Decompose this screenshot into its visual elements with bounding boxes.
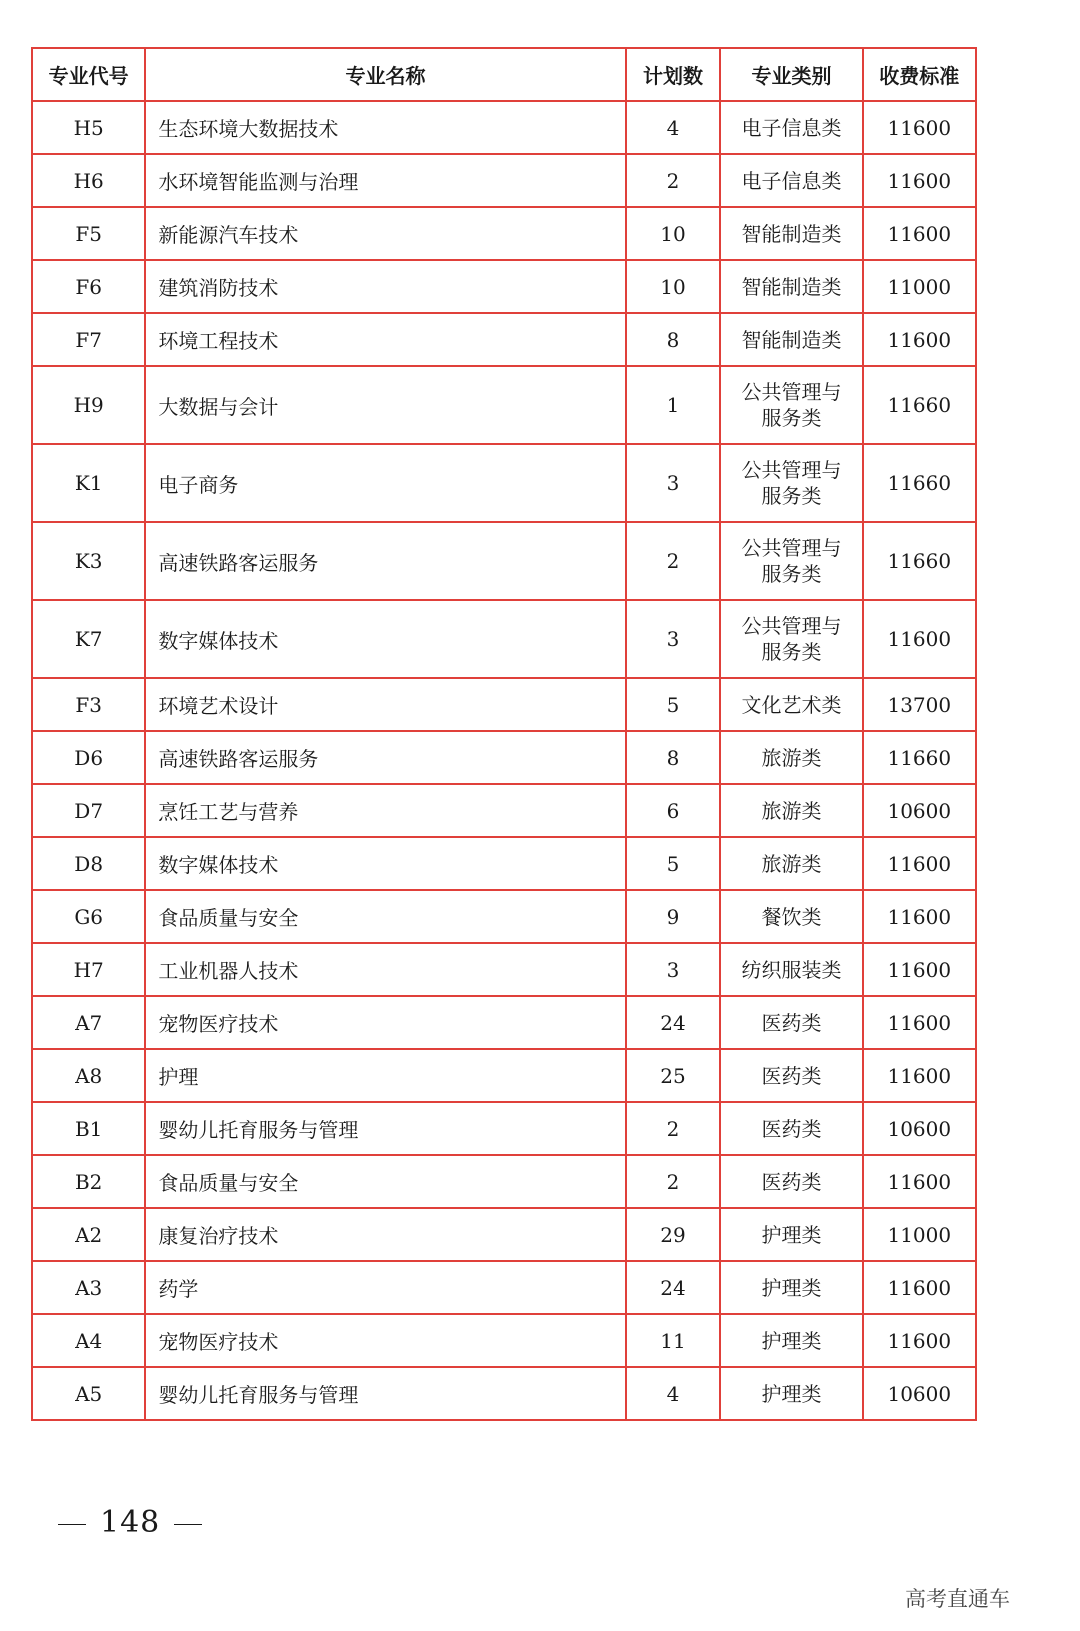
cell-count: 24 [626, 1261, 721, 1314]
table-row [32, 522, 976, 600]
cell-count: 4 [626, 101, 721, 154]
cell-name: 食品质量与安全 [145, 890, 625, 943]
cell-category: 护理类 [720, 1208, 862, 1261]
cell-code: H6 [32, 154, 145, 207]
cell-name: 大数据与会计 [145, 366, 625, 444]
cell-name: 护理 [145, 1049, 625, 1102]
cell-name: 高速铁路客运服务 [145, 522, 625, 600]
cell-name: 建筑消防技术 [145, 260, 625, 313]
cell-code: D7 [32, 784, 145, 837]
cell-fee: 11600 [863, 1261, 976, 1314]
cell-fee: 11600 [863, 837, 976, 890]
table-row [32, 366, 976, 444]
cell-category: 护理类 [720, 1314, 862, 1367]
cell-category: 医药类 [720, 1049, 862, 1102]
cell-code: F3 [32, 678, 145, 731]
table-row [32, 1367, 976, 1420]
cell-code: K7 [32, 600, 145, 678]
cell-count: 2 [626, 1155, 721, 1208]
cell-count: 3 [626, 600, 721, 678]
page-number [44, 1505, 216, 1540]
cell-category: 护理类 [720, 1367, 862, 1420]
cell-category: 医药类 [720, 1102, 862, 1155]
table-row [32, 1049, 976, 1102]
cell-category: 公共管理与服务类 [720, 600, 862, 678]
cell-name: 宠物医疗技术 [145, 1314, 625, 1367]
cell-code: A2 [32, 1208, 145, 1261]
table-row [32, 1155, 976, 1208]
cell-code: D8 [32, 837, 145, 890]
cell-count: 1 [626, 366, 721, 444]
cell-category: 旅游类 [720, 837, 862, 890]
cell-name: 环境艺术设计 [145, 678, 625, 731]
cell-name: 生态环境大数据技术 [145, 101, 625, 154]
header-count: 计划数 [626, 48, 721, 101]
cell-count: 5 [626, 837, 721, 890]
cell-code: K1 [32, 444, 145, 522]
cell-fee: 11660 [863, 522, 976, 600]
table-row [32, 101, 976, 154]
cell-code: F7 [32, 313, 145, 366]
cell-fee: 11600 [863, 943, 976, 996]
cell-count: 6 [626, 784, 721, 837]
page-number-text: 148 [100, 1505, 161, 1540]
cell-name: 康复治疗技术 [145, 1208, 625, 1261]
cell-category: 旅游类 [720, 784, 862, 837]
cell-name: 食品质量与安全 [145, 1155, 625, 1208]
table-row [32, 1261, 976, 1314]
cell-count: 29 [626, 1208, 721, 1261]
cell-fee: 13700 [863, 678, 976, 731]
dash-left [58, 1524, 86, 1525]
header-category: 专业类别 [720, 48, 862, 101]
cell-fee: 10600 [863, 784, 976, 837]
cell-code: H7 [32, 943, 145, 996]
table-row [32, 154, 976, 207]
cell-name: 环境工程技术 [145, 313, 625, 366]
cell-count: 4 [626, 1367, 721, 1420]
cell-name: 婴幼儿托育服务与管理 [145, 1102, 625, 1155]
cell-code: A8 [32, 1049, 145, 1102]
table-row [32, 207, 976, 260]
table-row [32, 837, 976, 890]
cell-category: 电子信息类 [720, 154, 862, 207]
cell-code: B1 [32, 1102, 145, 1155]
cell-code: H5 [32, 101, 145, 154]
header-fee: 收费标准 [863, 48, 976, 101]
cell-code: A5 [32, 1367, 145, 1420]
table-row [32, 1102, 976, 1155]
cell-code: D6 [32, 731, 145, 784]
cell-fee: 10600 [863, 1102, 976, 1155]
cell-name: 婴幼儿托育服务与管理 [145, 1367, 625, 1420]
cell-fee: 11000 [863, 1208, 976, 1261]
cell-fee: 11000 [863, 260, 976, 313]
watermark-text: 高考直通车 [905, 1587, 1010, 1611]
table-row [32, 260, 976, 313]
cell-count: 3 [626, 943, 721, 996]
cell-name: 水环境智能监测与治理 [145, 154, 625, 207]
cell-count: 9 [626, 890, 721, 943]
cell-code: A3 [32, 1261, 145, 1314]
table-body [32, 101, 976, 1420]
cell-category: 护理类 [720, 1261, 862, 1314]
cell-fee: 11660 [863, 731, 976, 784]
cell-name: 高速铁路客运服务 [145, 731, 625, 784]
cell-fee: 11660 [863, 444, 976, 522]
table-row [32, 313, 976, 366]
cell-category: 公共管理与服务类 [720, 444, 862, 522]
cell-category: 电子信息类 [720, 101, 862, 154]
table-row [32, 1314, 976, 1367]
cell-count: 10 [626, 260, 721, 313]
header-name: 专业名称 [145, 48, 625, 101]
cell-fee: 11660 [863, 366, 976, 444]
cell-count: 8 [626, 731, 721, 784]
table-row [32, 890, 976, 943]
cell-fee: 11600 [863, 313, 976, 366]
table-row [32, 731, 976, 784]
cell-code: H9 [32, 366, 145, 444]
cell-fee: 11600 [863, 1314, 976, 1367]
table-row [32, 600, 976, 678]
dash-right [174, 1524, 202, 1525]
table-row [32, 678, 976, 731]
cell-fee: 10600 [863, 1367, 976, 1420]
cell-fee: 11600 [863, 1049, 976, 1102]
cell-name: 工业机器人技术 [145, 943, 625, 996]
table-row [32, 1208, 976, 1261]
cell-name: 烹饪工艺与营养 [145, 784, 625, 837]
cell-count: 2 [626, 522, 721, 600]
cell-code: G6 [32, 890, 145, 943]
table-row [32, 444, 976, 522]
cell-fee: 11600 [863, 207, 976, 260]
cell-category: 智能制造类 [720, 260, 862, 313]
cell-category: 餐饮类 [720, 890, 862, 943]
cell-category: 公共管理与服务类 [720, 522, 862, 600]
cell-category: 旅游类 [720, 731, 862, 784]
cell-name: 宠物医疗技术 [145, 996, 625, 1049]
cell-category: 文化艺术类 [720, 678, 862, 731]
table-row [32, 996, 976, 1049]
cell-code: B2 [32, 1155, 145, 1208]
header-code: 专业代号 [32, 48, 145, 101]
cell-category: 医药类 [720, 1155, 862, 1208]
cell-fee: 11600 [863, 154, 976, 207]
cell-count: 2 [626, 1102, 721, 1155]
cell-count: 10 [626, 207, 721, 260]
table-header-row [32, 48, 976, 101]
cell-code: F5 [32, 207, 145, 260]
table-row [32, 784, 976, 837]
cell-fee: 11600 [863, 101, 976, 154]
cell-count: 25 [626, 1049, 721, 1102]
majors-table [31, 47, 977, 1421]
cell-fee: 11600 [863, 1155, 976, 1208]
cell-count: 3 [626, 444, 721, 522]
cell-category: 纺织服装类 [720, 943, 862, 996]
cell-count: 2 [626, 154, 721, 207]
cell-name: 药学 [145, 1261, 625, 1314]
cell-code: F6 [32, 260, 145, 313]
cell-name: 新能源汽车技术 [145, 207, 625, 260]
cell-category: 智能制造类 [720, 207, 862, 260]
cell-count: 11 [626, 1314, 721, 1367]
cell-name: 数字媒体技术 [145, 837, 625, 890]
cell-code: K3 [32, 522, 145, 600]
cell-count: 5 [626, 678, 721, 731]
cell-code: A7 [32, 996, 145, 1049]
table-row [32, 943, 976, 996]
cell-fee: 11600 [863, 890, 976, 943]
cell-code: A4 [32, 1314, 145, 1367]
cell-category: 医药类 [720, 996, 862, 1049]
cell-fee: 11600 [863, 600, 976, 678]
cell-name: 数字媒体技术 [145, 600, 625, 678]
cell-category: 智能制造类 [720, 313, 862, 366]
cell-count: 24 [626, 996, 721, 1049]
cell-name: 电子商务 [145, 444, 625, 522]
cell-count: 8 [626, 313, 721, 366]
cell-category: 公共管理与服务类 [720, 366, 862, 444]
cell-fee: 11600 [863, 996, 976, 1049]
